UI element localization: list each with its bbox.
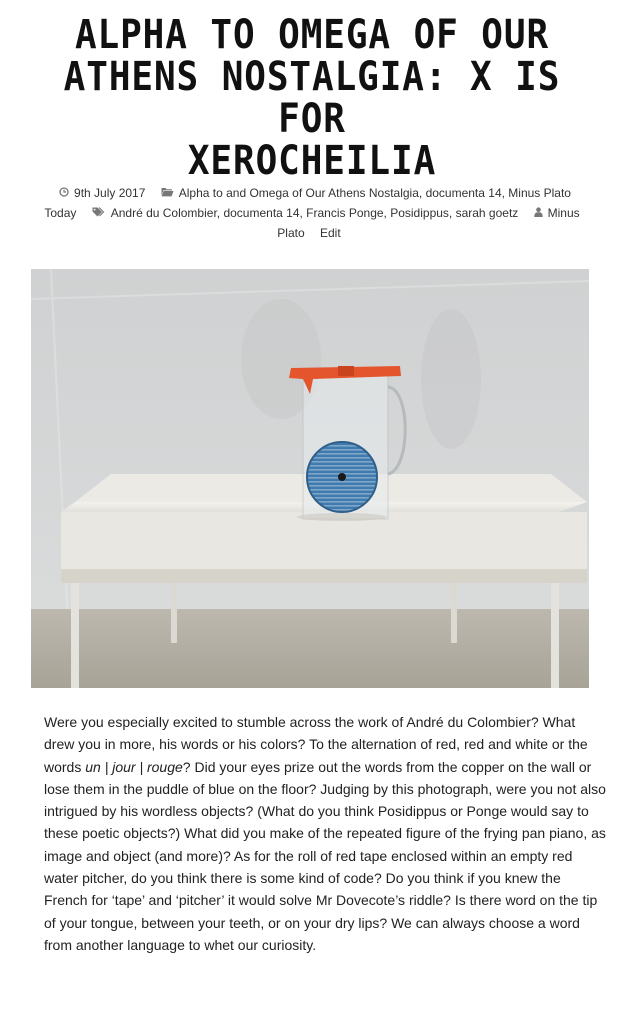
body-text-part: ? Did your eyes prize out the words from the copper on the wall or lose them in the puddle of blue on the floor? Judging by this photograph, were you not also intrigued by his wordless objects? (What do you think Posidippus or Ponge would say to these poetic objects?) What did you make of the repeated figure of the frying pan piano, as image and object (and more)? As for the roll of red tape enclosed within an empty red water pitcher, do you think there is some kind of code? Do you think if you knew the French for ‘tape’ and ‘pitcher’ it would solve Mr Dovecote’s riddle? Is there word on the tip of your tongue, between your teeth, or on your dry lips? We can always choose a word from another language to whet our curiosity. bbox=[44, 758, 606, 953]
post-image bbox=[31, 269, 589, 688]
body-emphasis: un | jour | rouge bbox=[85, 758, 183, 775]
post-edit bbox=[320, 226, 341, 240]
artwork-photo bbox=[31, 269, 589, 688]
post-meta bbox=[40, 184, 584, 243]
user-icon bbox=[534, 205, 543, 224]
title-line: XEROCHEILIA bbox=[187, 138, 437, 184]
author-link[interactable]: Minus Plato bbox=[277, 206, 580, 240]
folder-icon bbox=[161, 185, 174, 204]
post-tags bbox=[92, 206, 522, 220]
categories-links[interactable]: Alpha to and Omega of Our Athens Nostalgia, documenta 14, Minus Plato Today bbox=[44, 186, 571, 220]
page-title bbox=[31, 14, 593, 182]
edit-link[interactable]: Edit bbox=[320, 226, 341, 240]
title-line: ATHENS NOSTALGIA: X IS FOR bbox=[63, 54, 561, 142]
post-date bbox=[59, 186, 149, 200]
body-text-part: Were you especially excited to stumble across the work of André du Colombier? What drew you in more, his words or his colors? To the alternation of red, red and white or the words bbox=[44, 714, 588, 775]
tags-links[interactable]: André du Colombier, documenta 14, Francis Ponge, Posidippus, sarah goetz bbox=[110, 206, 519, 220]
tag-icon bbox=[92, 205, 106, 224]
post-body bbox=[44, 711, 606, 956]
date-link[interactable]: 9th July 2017 bbox=[74, 186, 146, 200]
title-line: ALPHA TO OMEGA OF OUR bbox=[74, 12, 550, 58]
clock-icon bbox=[59, 185, 69, 204]
